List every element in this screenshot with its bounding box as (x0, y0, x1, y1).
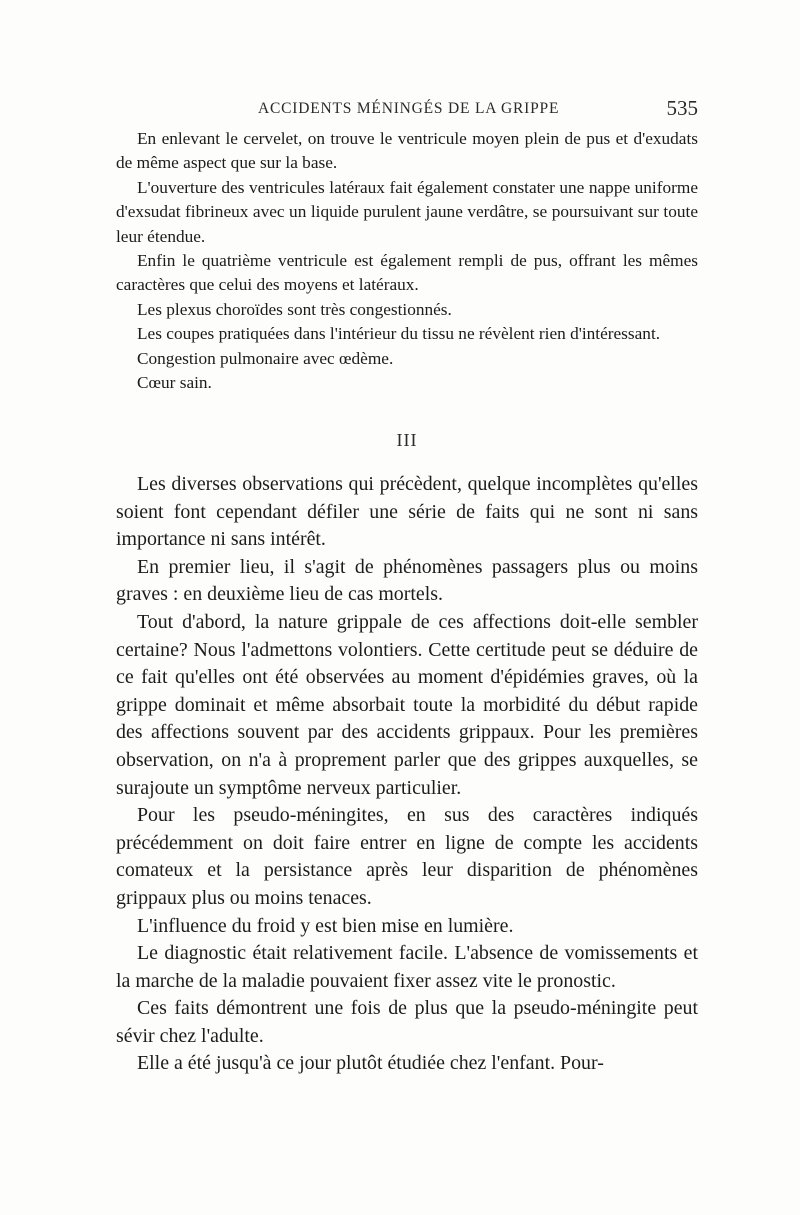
paragraph: En premier lieu, il s'agit de phénomènes passagers plus ou moins graves : en deuxième lieu de cas mortels. (116, 555, 698, 606)
autopsy-findings-text (116, 127, 698, 395)
discussion-text (116, 471, 698, 1078)
running-header (258, 96, 698, 124)
paragraph: En enlevant le cervelet, on trouve le ventricule moyen plein de pus et d'exudats de même aspect que sur la base. (116, 129, 698, 173)
page-number: 535 (666, 96, 698, 120)
paragraph: L'ouverture des ventricules latéraux fait également constater une nappe uniforme d'exsudat fibrineux avec un liquide purulent jaune verdâtre, se poursuivant sur toute leur étendue. (116, 177, 698, 246)
paragraph: L'influence du froid y est bien mise en lumière. (137, 914, 514, 937)
paragraph: Pour les pseudo-méningites, en sus des caractères indiqués précédemment on doit faire entrer en ligne de compte les accidents comateux et la persistance après leur disparition de phénomènes grippaux plus ou moins tenaces. (116, 804, 698, 909)
paragraph: Ces faits démontrent une fois de plus que la pseudo-méningite peut sévir chez l'adulte. (116, 997, 698, 1047)
paragraph: Congestion pulmonaire avec œdème. (137, 348, 394, 368)
paragraph: Elle a été jusqu'à ce jour plutôt étudiée chez l'enfant. Pour- (137, 1052, 604, 1075)
paragraph: Les coupes pratiquées dans l'intérieur du tissu ne révèlent rien d'intéressant. (137, 324, 661, 344)
paragraph: Les diverses observations qui précèdent, quelque incomplètes qu'elles soient font cependant défiler une série de faits qui ne sont ni sans importance ni sans intérêt. (116, 473, 698, 551)
running-title: ACCIDENTS MÉNINGÉS DE LA GRIPPE (258, 100, 560, 117)
paragraph: Enfin le quatrième ventricule est également rempli de pus, offrant les mêmes caractères que celui des moyens et latéraux. (116, 251, 698, 295)
paragraph: Tout d'abord, la nature grippale de ces affections doit-elle sembler certaine? Nous l'admettons volontiers. Cette certitude peut se déduire de ce fait qu'elles ont été observées au moment d'épidémies graves, où la grippe dominait et même absorbait toute la morbidité du début rapide des affections souvent par des accidents grippaux. Pour les premières observation, on n'a à proprement parler que des grippes auxquelles, se surajoute un symptôme nerveux particulier. (116, 610, 698, 799)
paragraph: Les plexus choroïdes sont très congestionnés. (137, 299, 452, 319)
paragraph: Le diagnostic était relativement facile. L'absence de vomissements et la marche de la maladie pouvaient fixer assez vite le pronostic. (116, 942, 698, 992)
section-heading: III (396, 430, 418, 450)
paragraph: Cœur sain. (137, 373, 212, 393)
